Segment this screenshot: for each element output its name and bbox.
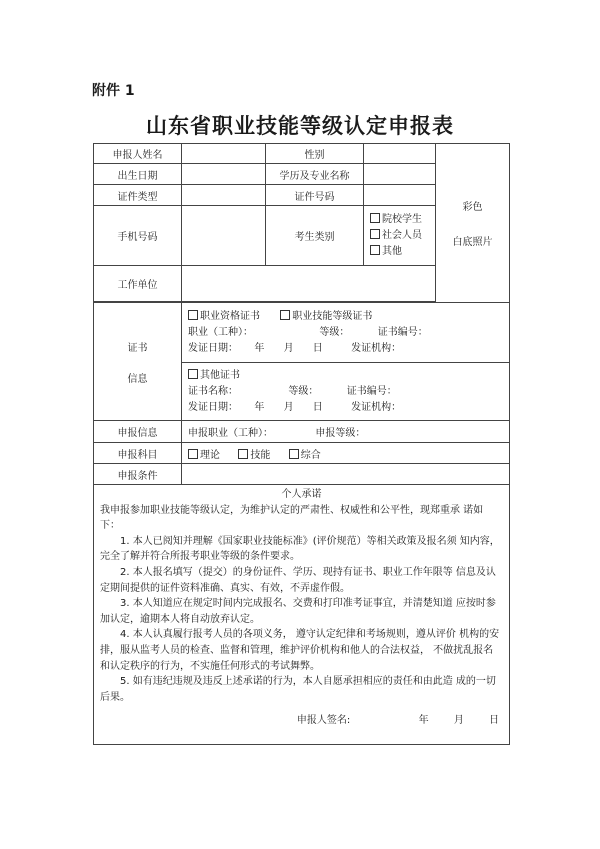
signature-label: 申报人签名: — [296, 715, 351, 727]
other-cert-org: 发证机构： — [351, 401, 402, 413]
photo-text-1: 彩色 — [462, 202, 483, 213]
checkbox-icon[interactable] — [370, 229, 380, 239]
promise-item: 2. 本人报名填写（提交）的身份证件、学历、现持有证书、职业工作年限等 信息及认定期间提供的证件资料准确、真实、有效，不弄虚作假。 — [100, 566, 496, 594]
option-other[interactable]: 其他 — [370, 244, 432, 260]
cert-a-level: 等级： — [319, 326, 350, 338]
promise-item: 1. 本人已阅知并理解《国家职业技能标准》(评价规范）等相关政策及报名须 知内容，完全了解并符合所报考职业等级的条件要求。 — [100, 535, 500, 563]
cert-a-title: 职业资格证书 — [200, 310, 260, 322]
personal-promise — [94, 485, 510, 745]
label-gender: 性别 — [266, 144, 364, 164]
option-skill[interactable]: 技能 — [238, 450, 270, 461]
checkbox-icon[interactable] — [188, 369, 198, 379]
label-subject: 申报科目 — [94, 443, 182, 464]
work-unit-field[interactable] — [182, 266, 436, 302]
label-cert — [94, 303, 182, 421]
other-cert-title: 其他证书 — [200, 369, 240, 381]
checkbox-icon[interactable] — [188, 310, 198, 320]
label-id-no: 证件号码 — [266, 185, 364, 206]
option-social[interactable]: 社会人员 — [370, 228, 432, 244]
apply-job-label: 申报职业（工种）： — [188, 428, 273, 439]
checkbox-icon[interactable] — [289, 449, 299, 459]
checkbox-icon[interactable] — [280, 310, 290, 320]
cert-a-job: 职业（工种）： — [188, 326, 253, 338]
checkbox-icon[interactable] — [370, 245, 380, 255]
gender-field[interactable] — [364, 144, 436, 164]
form-title: 山东省职业技能等级认定申报表 — [146, 113, 454, 138]
other-cert-no: 证书编号： — [346, 385, 397, 397]
label-education: 学历及专业名称 — [266, 164, 364, 185]
option-comprehensive[interactable]: 综合 — [289, 450, 321, 461]
birth-field[interactable] — [182, 164, 266, 185]
other-cert-date: 发证日期： — [188, 401, 238, 413]
other-cert-level: 等级： — [288, 385, 319, 397]
cert-a-date: 发证日期： — [188, 342, 238, 354]
label-id-type: 证件类型 — [94, 185, 182, 206]
apply-info-field[interactable] — [182, 421, 510, 443]
checkbox-icon[interactable] — [188, 449, 198, 459]
label-condition: 申报条件 — [94, 464, 182, 485]
attachment-label: 附件 1 — [92, 83, 135, 99]
label-apply-info: 申报信息 — [94, 421, 182, 443]
label-cert-2: 信息 — [127, 373, 148, 385]
label-work-unit: 工作单位 — [94, 266, 182, 302]
cert-block-other: 其他证书 证书名称： 等级： 证书编号： 发证日期： 年 月 日 发证机构： — [182, 363, 510, 421]
condition-field[interactable] — [182, 464, 510, 485]
label-name: 申报人姓名 — [94, 144, 182, 164]
other-cert-name: 证书名称： — [188, 385, 238, 397]
promise-intro: 我申报参加职业技能等级认定，为维护认定的严肃性、权威性和公平性，现郑重承 诺如下： — [100, 504, 484, 532]
subject-options — [182, 443, 510, 464]
education-field[interactable] — [364, 164, 436, 185]
checkbox-icon[interactable] — [238, 449, 248, 459]
photo-box[interactable] — [436, 144, 510, 303]
label-cert-1: 证书 — [127, 342, 148, 354]
cert-b-title: 职业技能等级证书 — [292, 310, 373, 322]
promise-heading: 个人承诺 — [281, 489, 322, 500]
id-no-field[interactable] — [364, 185, 436, 206]
promise-item: 3. 本人知道应在规定时间内完成报名、交费和打印准考证事宜，并清楚知道 应按时参加认定，逾期本人将自动放弃认定。 — [100, 598, 496, 625]
promise-item: 5. 如有违纪违规及违反上述承诺的行为，本人自愿承担相应的责任和由此造 成的一切后果。 — [100, 676, 496, 703]
label-phone: 手机号码 — [94, 206, 182, 266]
option-student[interactable]: 院校学生 — [370, 212, 432, 228]
application-form — [93, 143, 510, 745]
photo-text-2: 白底照片 — [452, 237, 493, 248]
signature-line[interactable]: 申报人签名: 年 月 日 — [296, 715, 499, 727]
promise-item: 4. 本人认真履行报考人员的各项义务， 遵守认定纪律和考场规则，遵从评价 机构的安排，服从监考人员的检查、监督和管理，维护评价机构和他人的合法权益， 不做扰乱报名和认定秩序的行为，不实施任何形式的考试舞弊。 — [100, 629, 500, 672]
cert-a-org: 发证机构： — [351, 342, 402, 354]
phone-field[interactable] — [182, 206, 266, 266]
id-type-field[interactable] — [182, 185, 266, 206]
candidate-type-options — [364, 206, 436, 266]
checkbox-icon[interactable] — [370, 213, 380, 223]
cert-a-no: 证书编号： — [377, 326, 428, 338]
label-birth: 出生日期 — [94, 164, 182, 185]
label-candidate-type: 考生类别 — [266, 206, 364, 266]
option-theory[interactable]: 理论 — [188, 450, 220, 461]
cert-block-a: 职业资格证书 职业技能等级证书 职业（工种）： 等级： 证书编号： 发证日期： 年 月 日 发证机构： — [182, 303, 510, 363]
apply-level-label: 申报等级： — [315, 428, 366, 439]
name-field[interactable] — [182, 144, 266, 164]
